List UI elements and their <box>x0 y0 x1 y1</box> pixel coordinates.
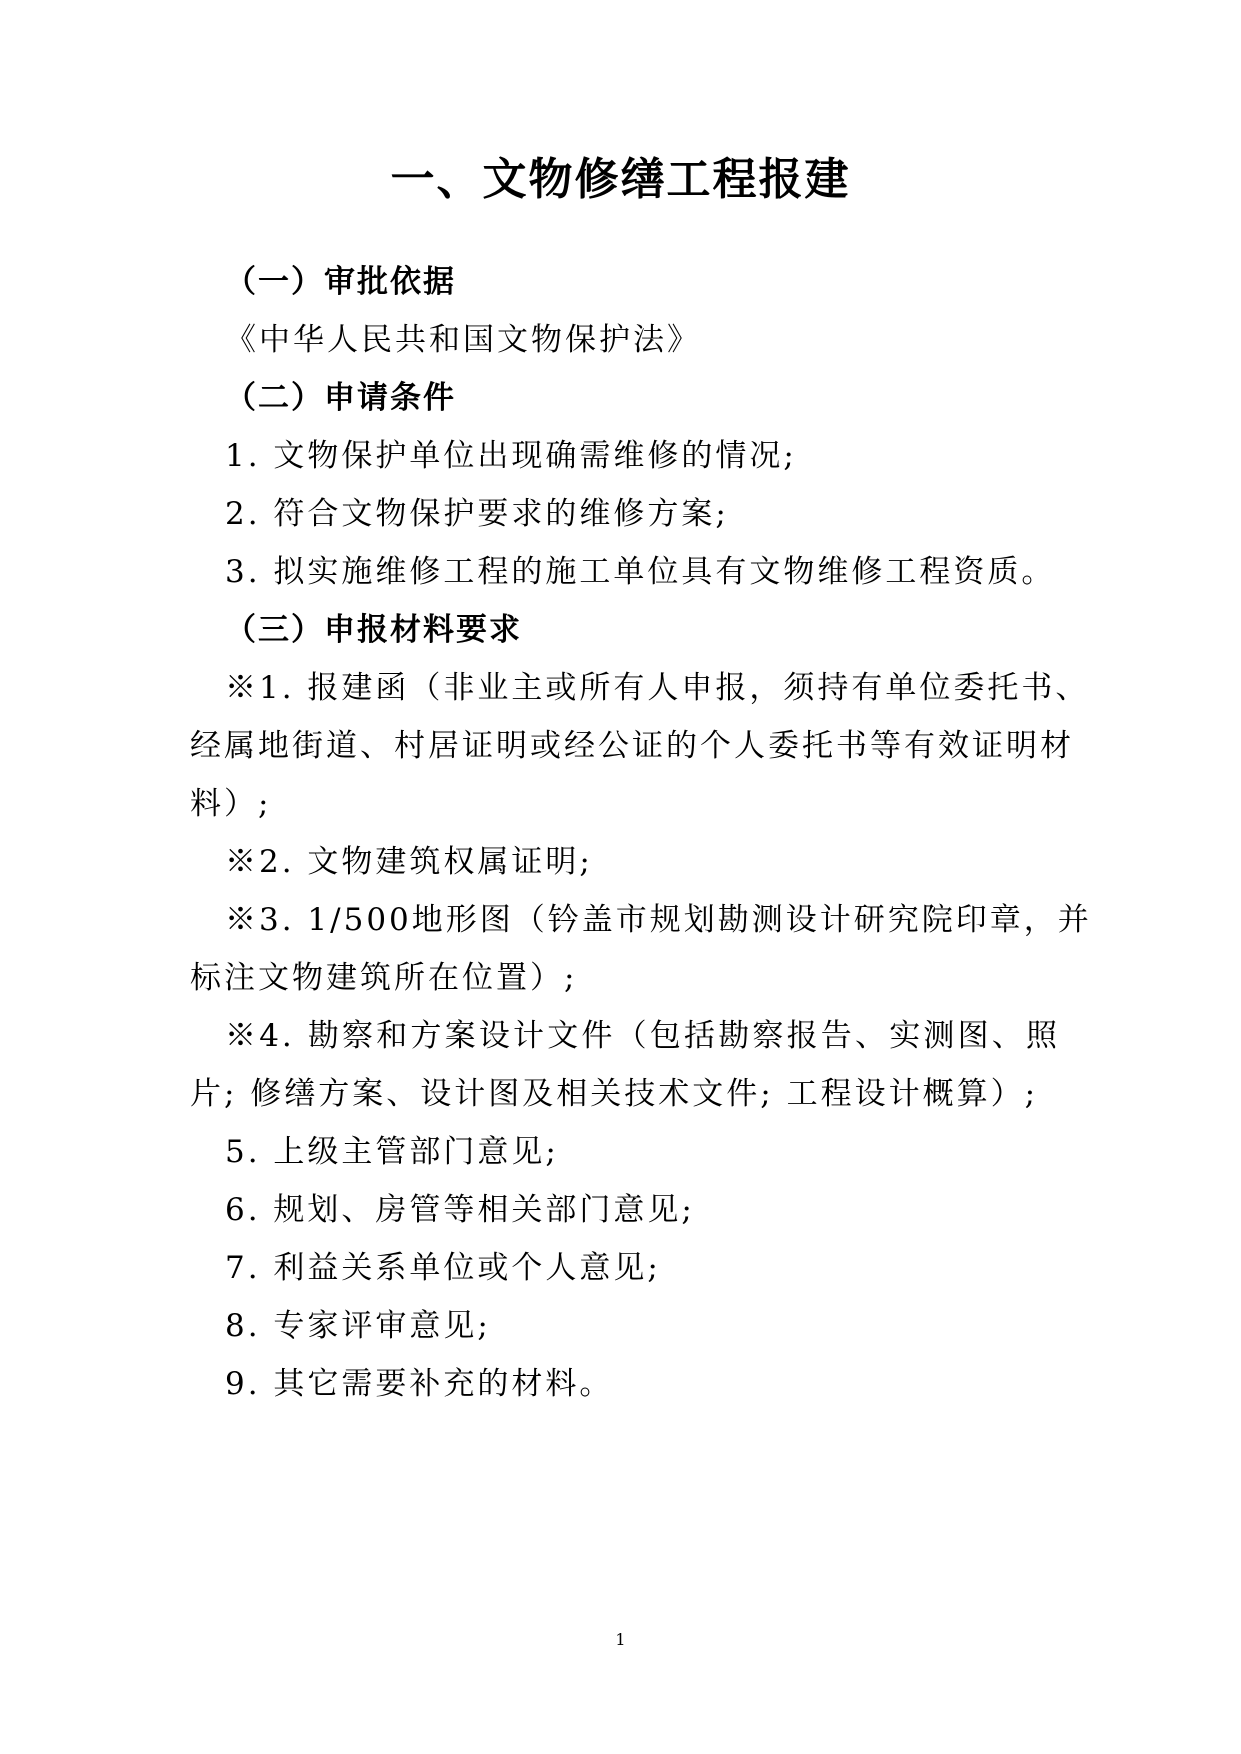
material-item-7: 7. 利益关系单位或个人意见; <box>225 1250 661 1286</box>
material-item-3-line-1: ※3. 1/500地形图（钤盖市规划勘测设计研究院印章，并 <box>225 902 1092 938</box>
section-heading-conditions: （二）申请条件 <box>225 380 456 416</box>
material-item-9: 9. 其它需要补充的材料。 <box>225 1366 614 1402</box>
condition-item-2: 2. 符合文物保护要求的维修方案; <box>225 496 729 532</box>
material-item-3-line-2: 标注文物建筑所在位置）; <box>190 960 578 996</box>
condition-item-1: 1. 文物保护单位出现确需维修的情况; <box>225 438 797 474</box>
material-item-1-line-2: 经属地街道、村居证明或经公证的个人委托书等有效证明材 <box>190 728 1074 764</box>
section-heading-basis: （一）审批依据 <box>225 264 456 300</box>
material-item-2: ※2. 文物建筑权属证明; <box>225 844 593 880</box>
material-item-4-line-1: ※4. 勘察和方案设计文件（包括勘察报告、实测图、照 <box>225 1018 1060 1054</box>
section-heading-materials: （三）申报材料要求 <box>225 612 522 648</box>
basis-text: 《中华人民共和国文物保护法》 <box>225 322 701 358</box>
material-item-6: 6. 规划、房管等相关部门意见; <box>225 1192 695 1228</box>
material-item-8: 8. 专家评审意见; <box>225 1308 491 1344</box>
material-item-5: 5. 上级主管部门意见; <box>225 1134 559 1170</box>
material-item-4-line-2: 片; 修缮方案、设计图及相关技术文件; 工程设计概算）; <box>190 1076 1039 1112</box>
condition-item-3: 3. 拟实施维修工程的施工单位具有文物维修工程资质。 <box>225 554 1056 590</box>
material-item-1-line-1: ※1. 报建函（非业主或所有人申报，须持有单位委托书、 <box>225 670 1090 706</box>
page-number: 1 <box>615 1630 626 1649</box>
material-item-1-line-3: 料）; <box>190 786 272 822</box>
document-title: 一、文物修缮工程报建 <box>390 154 851 205</box>
